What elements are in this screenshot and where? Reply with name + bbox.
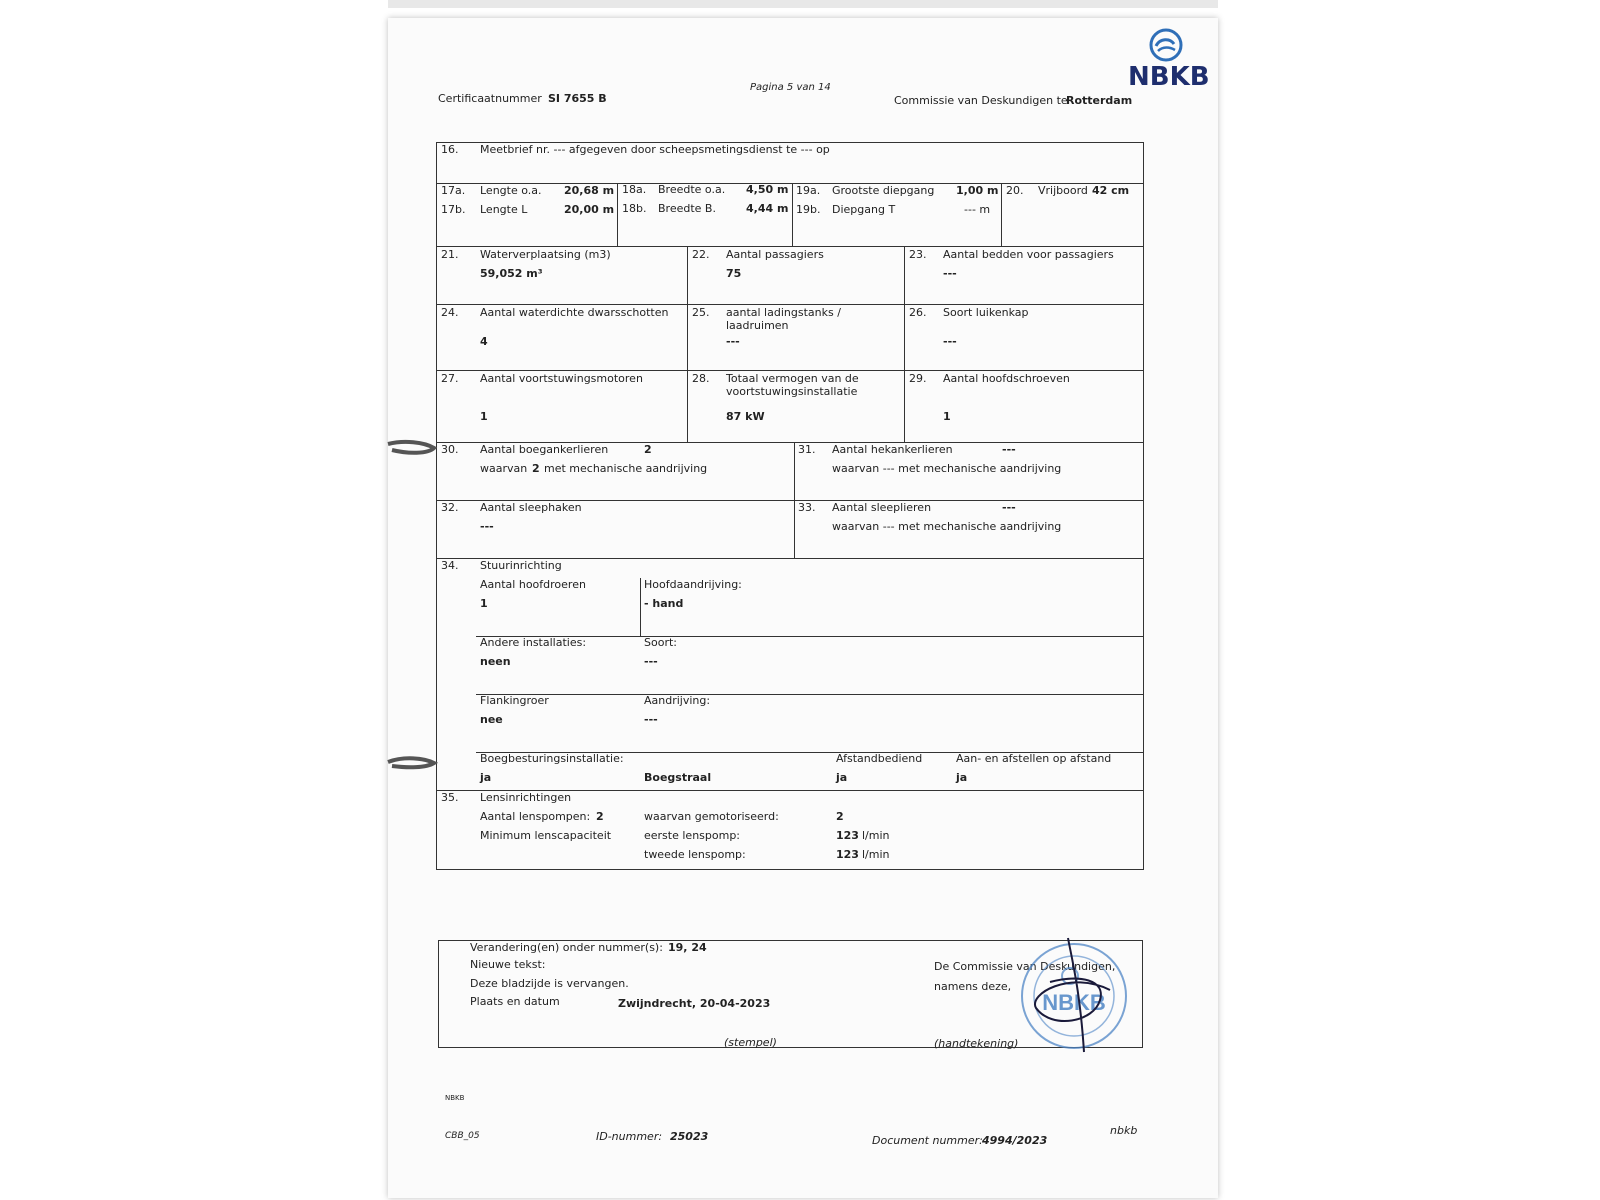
field-28-label-line1: Totaal vermogen van de [726, 372, 859, 385]
field-29-number: 29. [909, 372, 927, 385]
flankingroer-value: nee [480, 713, 503, 726]
commission-signature-line2: namens deze, [934, 980, 1012, 993]
field-19a-label: Grootste diepgang [832, 184, 935, 197]
certificate-number: SI 7655 B [548, 92, 607, 105]
field-33-number: 33. [798, 501, 816, 514]
hoofdroeren-value: 1 [480, 597, 488, 610]
aandrijving-label: Aandrijving: [644, 694, 711, 707]
field-35-number: 35. [441, 791, 459, 804]
field-19b-label: Diepgang T [832, 203, 896, 216]
eerste-lenspomp-unit: l/min [862, 829, 890, 842]
field-28-label-line2: voortstuwingsinstallatie [726, 385, 858, 398]
field-33-label: Aantal sleeplieren [832, 501, 932, 514]
field-26-value: --- [943, 335, 957, 348]
tweede-lenspomp-value: 123 [836, 848, 859, 861]
aan-afstellen-value: ja [956, 771, 968, 784]
nbkb-logo-icon [1148, 28, 1184, 62]
field-20-value: 42 cm [1092, 184, 1130, 197]
field-25-label-line1: aantal ladingstanks / [726, 306, 841, 319]
field-20-number: 20. [1006, 184, 1024, 197]
field-18a-label: Breedte o.a. [658, 183, 726, 196]
field-18b-label: Breedte B. [658, 202, 716, 215]
field-23-value: --- [943, 267, 957, 280]
field-30-sub-suffix: met mechanische aandrijving [544, 462, 708, 475]
certificate-label: Certificaatnummer [438, 92, 542, 105]
gemotoriseerd-label: waarvan gemotoriseerd: [644, 810, 779, 823]
place-date-label: Plaats en datum [470, 995, 560, 1008]
field-31-label: Aantal hekankerlieren [832, 443, 953, 456]
andere-installaties-value: neen [480, 655, 511, 668]
soort-value: --- [644, 655, 658, 668]
field-21-label: Waterverplaatsing (m3) [480, 248, 611, 261]
logo-text: NBKB [1128, 62, 1210, 92]
new-text-label: Nieuwe tekst: [470, 958, 546, 971]
field-34-title: Stuurinrichting [480, 559, 562, 572]
commission-label: Commissie van Deskundigen te [894, 94, 1068, 107]
footer-id-label: ID-nummer: [596, 1130, 663, 1143]
field-18b-value: 4,44 m [746, 202, 789, 215]
afstandbediend-label: Afstandbediend [836, 752, 923, 765]
field-18a-number: 18a. [622, 183, 647, 196]
field-31-sub: waarvan --- met mechanische aandrijving [832, 462, 1062, 475]
gemotoriseerd-value: 2 [836, 810, 844, 823]
field-30-sub-prefix: waarvan [480, 462, 528, 475]
field-32-number: 32. [441, 501, 459, 514]
boegbesturing-type: Boegstraal [644, 771, 712, 784]
field-25-number: 25. [692, 306, 710, 319]
field-33-sub: waarvan --- met mechanische aandrijving [832, 520, 1062, 533]
field-23-label: Aantal bedden voor passagiers [943, 248, 1114, 261]
soort-label: Soort: [644, 636, 677, 649]
footer-document-label: Document nummer: [872, 1134, 983, 1147]
field-25-value: --- [726, 335, 740, 348]
field-19b-number: 19b. [796, 203, 821, 216]
lenscapaciteit-label: Minimum lenscapaciteit [480, 829, 612, 842]
field-17a-label: Lengte o.a. [480, 184, 542, 197]
afstandbediend-value: ja [836, 771, 848, 784]
hoofdroeren-label: Aantal hoofdroeren [480, 578, 586, 591]
field-30-label: Aantal boegankerlieren [480, 443, 609, 456]
page-indicator: Pagina 5 van 14 [750, 82, 831, 93]
field-27-number: 27. [441, 372, 459, 385]
field-19a-value: 1,00 m [956, 184, 999, 197]
stamp-text: NBKB [1042, 990, 1106, 1015]
field-23-number: 23. [909, 248, 927, 261]
replaced-note: Deze bladzijde is vervangen. [470, 977, 629, 990]
field-34-number: 34. [441, 559, 459, 572]
field-35-title: Lensinrichtingen [480, 791, 572, 804]
field-17b-value: 20,00 m [564, 203, 615, 216]
aan-afstellen-label: Aan- en afstellen op afstand [956, 752, 1112, 765]
field-25-label-line2: laadruimen [726, 319, 789, 332]
field-16-number: 16. [441, 143, 459, 156]
field-33-value: --- [1002, 501, 1016, 514]
field-22-label: Aantal passagiers [726, 248, 824, 261]
field-19a-number: 19a. [796, 184, 821, 197]
field-26-number: 26. [909, 306, 927, 319]
field-26-label: Soort luikenkap [943, 306, 1029, 319]
field-24-label: Aantal waterdichte dwarsschotten [480, 306, 669, 319]
field-18a-value: 4,50 m [746, 183, 789, 196]
field-32-label: Aantal sleephaken [480, 501, 582, 514]
field-31-value: --- [1002, 443, 1016, 456]
field-22-number: 22. [692, 248, 710, 261]
flankingroer-label: Flankingroer [480, 694, 549, 707]
field-32-value: --- [480, 520, 494, 533]
boegbesturing-value: ja [480, 771, 492, 784]
field-30-number: 30. [441, 443, 459, 456]
lenspompen-label: Aantal lenspompen: [480, 810, 591, 823]
field-29-value: 1 [943, 410, 951, 423]
commission-signature-line1: De Commissie van Deskundigen, [934, 960, 1116, 973]
field-28-value: 87 kW [726, 410, 765, 423]
field-24-number: 24. [441, 306, 459, 319]
footer-id-value: 25023 [670, 1130, 709, 1143]
field-17a-value: 20,68 m [564, 184, 615, 197]
binder-clip-icon [386, 752, 438, 774]
footer-form-code: CBB_05 [445, 1131, 480, 1141]
field-18b-number: 18b. [622, 202, 647, 215]
tweede-lenspomp-unit: l/min [862, 848, 890, 861]
andere-installaties-label: Andere installaties: [480, 636, 587, 649]
changes-numbers: 19, 24 [668, 941, 707, 954]
tweede-lenspomp-label: tweede lenspomp: [644, 848, 746, 861]
field-17a-number: 17a. [441, 184, 466, 197]
commission-city: Rotterdam [1066, 94, 1133, 107]
lenspompen-value: 2 [596, 810, 604, 823]
binder-clip-icon [386, 438, 438, 460]
field-30-value: 2 [644, 443, 652, 456]
changes-label: Verandering(en) onder nummer(s): [470, 941, 663, 954]
field-16-text: Meetbrief nr. --- afgegeven door scheepsmetingsdienst te --- op [480, 143, 830, 156]
field-20-label: Vrijboord [1038, 184, 1088, 197]
field-21-value: 59,052 m³ [480, 267, 543, 280]
footer-small-logo: NBKB [445, 1094, 465, 1102]
field-27-value: 1 [480, 410, 488, 423]
place-date-value: Zwijndrecht, 20-04-2023 [618, 997, 771, 1010]
field-19b-value: --- m [964, 203, 991, 216]
field-24-value: 4 [480, 335, 488, 348]
eerste-lenspomp-label: eerste lenspomp: [644, 829, 741, 842]
page-edge [388, 0, 1218, 8]
field-27-label: Aantal voortstuwingsmotoren [480, 372, 643, 385]
field-31-number: 31. [798, 443, 816, 456]
footer-nbkb: nbkb [1110, 1124, 1138, 1137]
field-28-number: 28. [692, 372, 710, 385]
signature-caption: (handtekening) [934, 1037, 1019, 1050]
field-21-number: 21. [441, 248, 459, 261]
hoofdaandrijving-label: Hoofdaandrijving: [644, 578, 742, 591]
field-22-value: 75 [726, 267, 742, 280]
aandrijving-value: --- [644, 713, 658, 726]
footer-document-value: 4994/2023 [982, 1134, 1048, 1147]
field-17b-label: Lengte L [480, 203, 528, 216]
eerste-lenspomp-value: 123 [836, 829, 859, 842]
field-29-label: Aantal hoofdschroeven [943, 372, 1070, 385]
field-17b-number: 17b. [441, 203, 466, 216]
boegbesturing-label: Boegbesturingsinstallatie: [480, 752, 624, 765]
stamp-caption: (stempel) [724, 1036, 777, 1049]
nbkb-stamp-icon [1010, 930, 1140, 1060]
field-30-sub-value: 2 [532, 462, 540, 475]
hoofdaandrijving-value: - hand [644, 597, 684, 610]
